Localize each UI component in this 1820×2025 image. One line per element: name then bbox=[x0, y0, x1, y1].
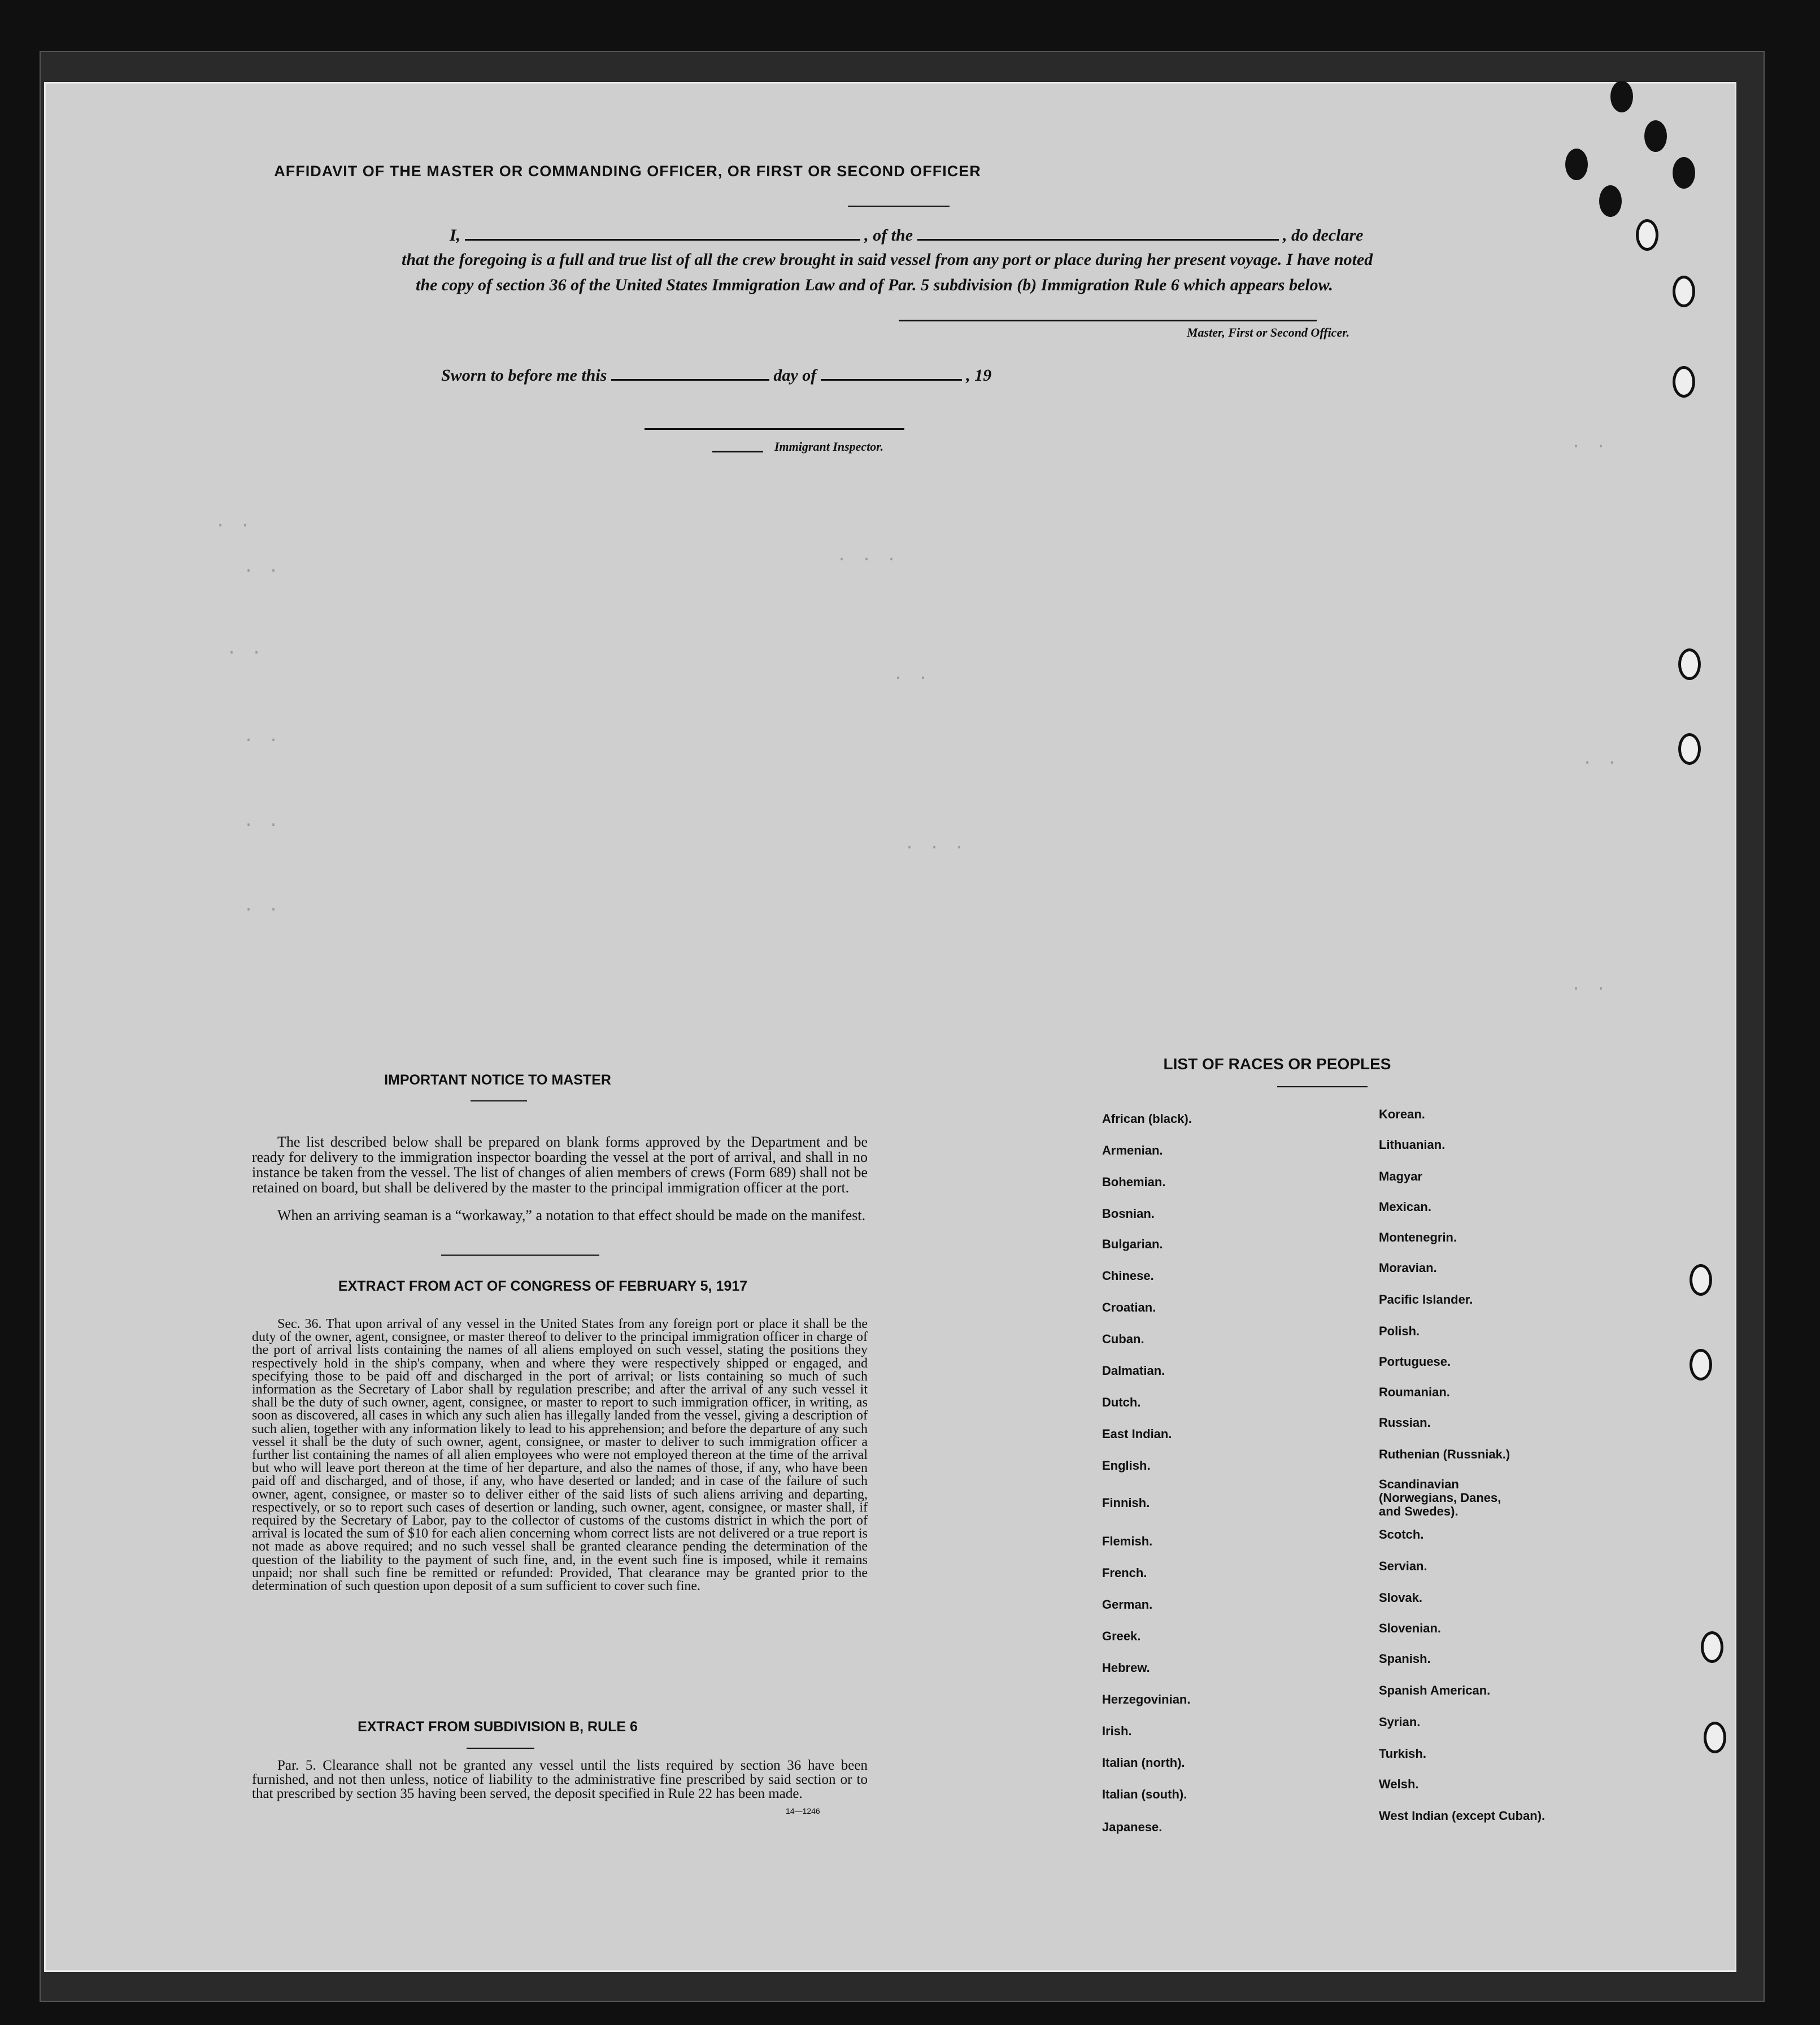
notice-divider bbox=[441, 1255, 599, 1256]
punch-hole bbox=[1610, 81, 1633, 112]
punch-hole bbox=[1673, 366, 1695, 398]
inspector-signature-line[interactable] bbox=[645, 428, 904, 430]
race-item: Scotch. bbox=[1379, 1527, 1424, 1541]
act-extract-title: EXTRACT FROM ACT OF CONGRESS OF FEBRUARY 5, 1917 bbox=[338, 1278, 748, 1294]
race-item: Polish. bbox=[1379, 1324, 1420, 1338]
race-item: Montenegrin. bbox=[1379, 1230, 1457, 1244]
punch-hole bbox=[1565, 149, 1588, 180]
sworn-prefix: Sworn to before me this bbox=[441, 366, 607, 385]
races-title: LIST OF RACES OR PEOPLES bbox=[1163, 1055, 1391, 1073]
race-item: Syrian. bbox=[1379, 1715, 1421, 1729]
race-item: Bohemian. bbox=[1102, 1175, 1166, 1189]
race-item: African (black). bbox=[1102, 1112, 1192, 1126]
race-item: German. bbox=[1102, 1597, 1153, 1612]
punch-hole bbox=[1673, 157, 1695, 189]
races-title-rule bbox=[1277, 1086, 1368, 1087]
vessel-name-field[interactable] bbox=[917, 239, 1279, 241]
race-item: Korean. bbox=[1379, 1107, 1425, 1121]
race-item: Portuguese. bbox=[1379, 1355, 1451, 1369]
punch-hole bbox=[1690, 1349, 1712, 1381]
race-item: Ruthenian (Russniak.) bbox=[1379, 1447, 1510, 1461]
affidavit-i-label: I, bbox=[450, 226, 461, 245]
race-item: Slovenian. bbox=[1379, 1621, 1442, 1635]
race-item: Welsh. bbox=[1379, 1777, 1419, 1791]
race-item: Japanese. bbox=[1102, 1820, 1162, 1834]
master-signature-label: Master, First or Second Officer. bbox=[1187, 325, 1350, 339]
rule-extract-title: EXTRACT FROM SUBDIVISION B, RULE 6 bbox=[358, 1719, 638, 1735]
master-signature-line[interactable] bbox=[899, 320, 1317, 321]
race-item: Pacific Islander. bbox=[1379, 1292, 1473, 1307]
race-item: Flemish. bbox=[1102, 1534, 1153, 1548]
race-item: Slovak. bbox=[1379, 1591, 1423, 1605]
race-item: Scandinavian (Norwegians, Danes, and Swedes). bbox=[1379, 1477, 1501, 1518]
punch-hole bbox=[1678, 648, 1701, 680]
bleed-through-marks: . . . . . . . . . . . . . . . . . . . . . . . . . . bbox=[215, 434, 1620, 995]
inspector-label: Immigrant Inspector. bbox=[774, 439, 884, 454]
punch-hole bbox=[1599, 185, 1622, 217]
punch-hole bbox=[1644, 120, 1667, 152]
notice-paragraph-2: When an arriving seaman is a “workaway,” a notation to that effect should be made on the manifest. bbox=[277, 1207, 866, 1223]
race-item: Cuban. bbox=[1102, 1332, 1144, 1346]
rule-extract-text: Par. 5. Clearance shall not be granted any vessel until the lists required by section 36 have been furnished, and not then unless, notice of liability to the administrative fine prescribed by said section or to that prescribed by section 35 having been served, the deposit specified in Rule 22 has been made. bbox=[252, 1758, 868, 1801]
race-item: West Indian (except Cuban). bbox=[1379, 1809, 1545, 1823]
rule-extract-title-rule bbox=[467, 1748, 534, 1749]
punch-hole bbox=[1704, 1722, 1726, 1753]
affidavit-declaration-line bbox=[450, 226, 1363, 245]
race-item: Finnish. bbox=[1102, 1496, 1150, 1510]
punch-hole bbox=[1701, 1631, 1723, 1663]
race-item: Spanish. bbox=[1379, 1652, 1431, 1666]
race-item: Moravian. bbox=[1379, 1261, 1437, 1275]
form-number: 14—1246 bbox=[786, 1806, 820, 1815]
document-page bbox=[44, 82, 1736, 1972]
race-item: Bulgarian. bbox=[1102, 1237, 1163, 1251]
sworn-month-field[interactable] bbox=[821, 379, 962, 381]
race-item: Croatian. bbox=[1102, 1300, 1156, 1314]
race-item: Lithuanian. bbox=[1379, 1138, 1445, 1152]
race-item: Magyar bbox=[1379, 1169, 1423, 1183]
sworn-day-field[interactable] bbox=[611, 379, 769, 381]
inspector-short-rule bbox=[712, 451, 763, 452]
race-item: Herzegovinian. bbox=[1102, 1692, 1191, 1706]
race-item: Bosnian. bbox=[1102, 1207, 1155, 1221]
affidavit-title: AFFIDAVIT OF THE MASTER OR COMMANDING OFFICER, OR FIRST OR SECOND OFFICER bbox=[274, 163, 981, 180]
race-item: English. bbox=[1102, 1458, 1151, 1473]
race-item: Greek. bbox=[1102, 1629, 1141, 1643]
race-item: Turkish. bbox=[1379, 1747, 1426, 1761]
race-item: Servian. bbox=[1379, 1559, 1427, 1573]
affidavit-title-rule bbox=[848, 206, 950, 207]
punch-hole bbox=[1690, 1264, 1712, 1296]
affidavit-of-the-label: , of the bbox=[864, 226, 913, 245]
race-item: Russian. bbox=[1379, 1416, 1431, 1430]
race-item: Spanish American. bbox=[1379, 1683, 1491, 1697]
race-item: Dalmatian. bbox=[1102, 1364, 1165, 1378]
punch-hole bbox=[1673, 276, 1695, 307]
race-item: East Indian. bbox=[1102, 1427, 1172, 1441]
affidavit-declare-label: , do declare bbox=[1283, 226, 1364, 245]
race-item: Armenian. bbox=[1102, 1143, 1163, 1157]
race-item: French. bbox=[1102, 1566, 1147, 1580]
affidavit-statement-line-3: the copy of section 36 of the United States Immigration Law and of Par. 5 subdivision (b) Immigration Rule 6 which appears below. bbox=[416, 276, 1333, 294]
notice-title: IMPORTANT NOTICE TO MASTER bbox=[384, 1072, 611, 1088]
race-item: Chinese. bbox=[1102, 1269, 1154, 1283]
notice-title-rule bbox=[471, 1100, 527, 1101]
sworn-year-label: , 19 bbox=[966, 366, 992, 385]
race-item: Italian (south). bbox=[1102, 1787, 1187, 1801]
sworn-day-label: day of bbox=[773, 366, 817, 385]
act-extract-text: Sec. 36. That upon arrival of any vessel in the United States from any foreign port or place it shall be the duty of the owner, agent, consignee, or master thereof to deliver to the principal immigration officer in charge of the port of arrival lists containing the names of all aliens employed on such vessel, stating the positions they respectively hold in the ship's company, when and where they were respectively shipped or engaged, and specifying those to be paid off and discharged in the port of arrival; or lists containing so much of such information as the Secretary of Labor shall by regulation prescribe; and after the arrival of any such vessel it shall be the duty of such owner, agent, consignee, or master to report to such immigration officer, in writing, as soon as discovered, all cases in which any such alien has illegally landed from the vessel, giving a description of such alien, together with any information likely to lead to his apprehension; and before the departure of any such vessel it shall be the duty of such owner, agent, consignee, or master to deliver to such immigration officer a further list containing the names of all alien employees who were not employed thereon at the time of the arrival but who will leave port thereon at the time of her departure, and also the names of those, if any, who have been paid off and discharged, and of those, if any, who have deserted or landed; and in case of the failure of such owner, agent, consignee, or master so to deliver either of the said lists of such aliens arriving and departing, respectively, or so to report such cases of desertion or landing, such owner, agent, consignee, or master shall, if required by the Secretary of Labor, pay to the collector of customs of the customs district in which the port of arrival is located the sum of $10 for each alien concerning whom correct lists are not delivered or a true report is not made as above required; and no such vessel shall be granted clearance pending the determination of the question of the liability to the payment of such fine, and, in the event such fine is imposed, while it remains unpaid; nor shall such fine be remitted or refunded: Provided, That clearance may be granted prior to the determination of such question upon deposit of a sum sufficient to cover such fine. bbox=[252, 1317, 868, 1594]
race-item: Mexican. bbox=[1379, 1200, 1431, 1214]
sworn-line bbox=[441, 366, 991, 385]
race-item: Italian (north). bbox=[1102, 1756, 1185, 1770]
punch-hole bbox=[1636, 219, 1658, 251]
race-item: Hebrew. bbox=[1102, 1661, 1150, 1675]
affidavit-statement-line-2: that the foregoing is a full and true list of all the crew brought in said vessel from any port or place during her present voyage. I have noted bbox=[402, 250, 1373, 269]
punch-hole bbox=[1678, 733, 1701, 765]
race-item: Roumanian. bbox=[1379, 1385, 1450, 1399]
notice-paragraph-1: The list described below shall be prepared on blank forms approved by the Department and be ready for delivery to the immigration inspector boarding the vessel at the port of arrival, and shall in no instance be taken from the vessel. The list of changes of alien members of crews (Form 689) shall not be retained on board, but shall be delivered by the master to the principal immigration officer at the port. bbox=[252, 1134, 868, 1196]
master-name-field[interactable] bbox=[465, 239, 860, 241]
race-item: Irish. bbox=[1102, 1724, 1132, 1738]
race-item: Dutch. bbox=[1102, 1395, 1141, 1409]
